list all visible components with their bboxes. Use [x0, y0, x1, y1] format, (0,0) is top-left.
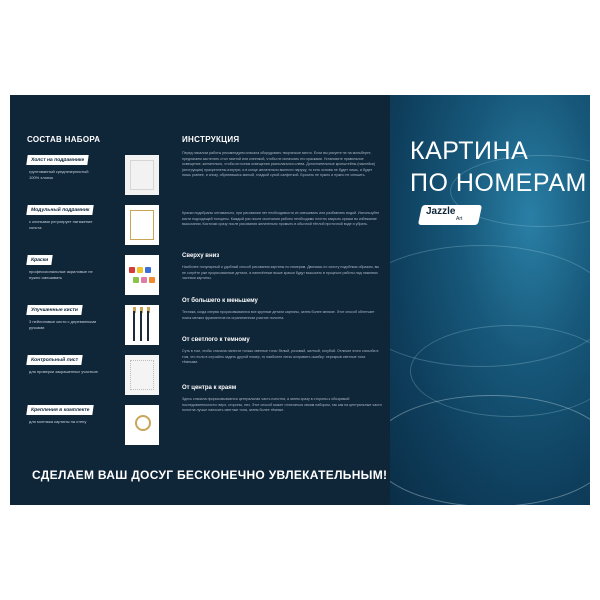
set-item-desc: для проверки закрашенных участков [29, 369, 98, 374]
set-item-desc: грунтованный среднезернистый 100% хлопок [29, 169, 89, 180]
set-item-tag: Контрольный лист [26, 355, 82, 365]
step-title: От центра к краям [182, 385, 237, 391]
set-item-mounts [27, 405, 167, 453]
control-sheet-thumbnail [125, 355, 159, 395]
set-item-tag: Краски [26, 255, 53, 265]
brand-logo-sub: Art [456, 216, 463, 222]
instruction-heading: ИНСТРУКЦИЯ [182, 135, 240, 144]
set-item-brushes [27, 305, 167, 353]
step-text: Наиболее популярный и удобный способ рисования картины по номерам. Двигаясь по холсту подобным образом, вы не сотрёте уже прорисованные детали, а нанесённые выше краски будут высыхать в процессе работы над нижними частями картины. [182, 265, 380, 281]
canvas-thumbnail [125, 155, 159, 195]
intro-paragraph: Краски подобраны оптимально, при рисовании нет необходимости их смешивать или разбавлять водой. Используйте кисти подходящей толщины. Каждый раз после окончания работы необходимо плотно закрыть краски во избежание высыхания. Кисточки сразу после рисования желательно промыть в обычной тёплой проточной воде и убрать. [182, 211, 380, 227]
set-item-tag: Модульный подрамник [26, 205, 94, 215]
set-item-control-sheet [27, 355, 167, 403]
headline [410, 135, 587, 199]
mounts-thumbnail [125, 405, 159, 445]
set-item-desc: профессиональные акриловые не нужно смешивать [29, 269, 93, 280]
frame-thumbnail [125, 205, 159, 245]
set-item-desc: 3 нейлоновые кисти с деревянными ручками [29, 319, 97, 330]
step-title: От большего к меньшему [182, 298, 258, 304]
paints-thumbnail [125, 255, 159, 295]
step-text: Суть в том, чтобы сначала нанести только светлые тона: белый, розовый, желтый, голубой. Отличие этого способа в том, что если в случайно задеть другой номер, то наиболее легко исправить ошибку: перекрыв светлые тона тёмными. [182, 349, 379, 365]
set-item-frame [27, 205, 167, 253]
set-item-desc: для монтажа картины на стену [29, 419, 87, 424]
set-heading: СОСТАВ НАБОРА [27, 135, 101, 144]
headline-line: ПО НОМЕРАМ [410, 169, 587, 197]
brand-logo: Jazzle [426, 206, 456, 217]
set-item-tag: Холст на подрамнике [26, 155, 89, 165]
sea-artwork [390, 95, 590, 505]
set-item-tag: Улучшенные кисти [26, 305, 82, 315]
step-title: Сверху вниз [182, 253, 220, 259]
set-item-tag: Крепления в комплекте [26, 405, 94, 415]
step-title: От светлого к темному [182, 337, 250, 343]
step-text: Здесь сначала прорисовываются центральная часть полотна, а затем сразу в стороны к обозримой последовательности: верх, стороны, низ. Этот способ может отличаться своим набором, так как на центральные части полотна лучше наносить светлые тона, затем более тёмные. [182, 397, 382, 413]
set-item-desc: с клиньями регулирует натяжение холста [29, 219, 93, 230]
brushes-thumbnail [125, 305, 159, 345]
info-panel [10, 95, 390, 505]
set-item-canvas [27, 155, 167, 203]
step-text: Техника, когда сперва прорисовываются все крупные детали картины, затем более мелкие. Этот способ облегчает поиск мелких фрагментов на ограниченном участке полотна. [182, 310, 375, 320]
headline-line: КАРТИНА [410, 137, 529, 165]
intro-paragraph: Перед началом работы рекомендуем сначала оборудовать творческое место. Если вы рисуете не на мольберте, предлагаем застелить стол газетой или клеенкой, чтобы не испачкать его красками. Установите правильное освещение, желательно, чтобы источник освещения располагался слева. Дополнительные кронштейны (наклейки) (инструкция) прикреплены изнутри, и в конце желательно вынести наружу, то есть основа не будет лишь, и будет лишь ровнее, и снизу, обратившись мягкой, гладкой сухой салфеткой. Бросать не нужно и нужно не спешить. [182, 151, 376, 178]
set-item-paints [27, 255, 167, 303]
catalog-board [10, 95, 590, 505]
slogan: СДЕЛАЕМ ВАШ ДОСУГ БЕСКОНЕЧНО УВЛЕКАТЕЛЬНЫМ! [32, 468, 388, 482]
